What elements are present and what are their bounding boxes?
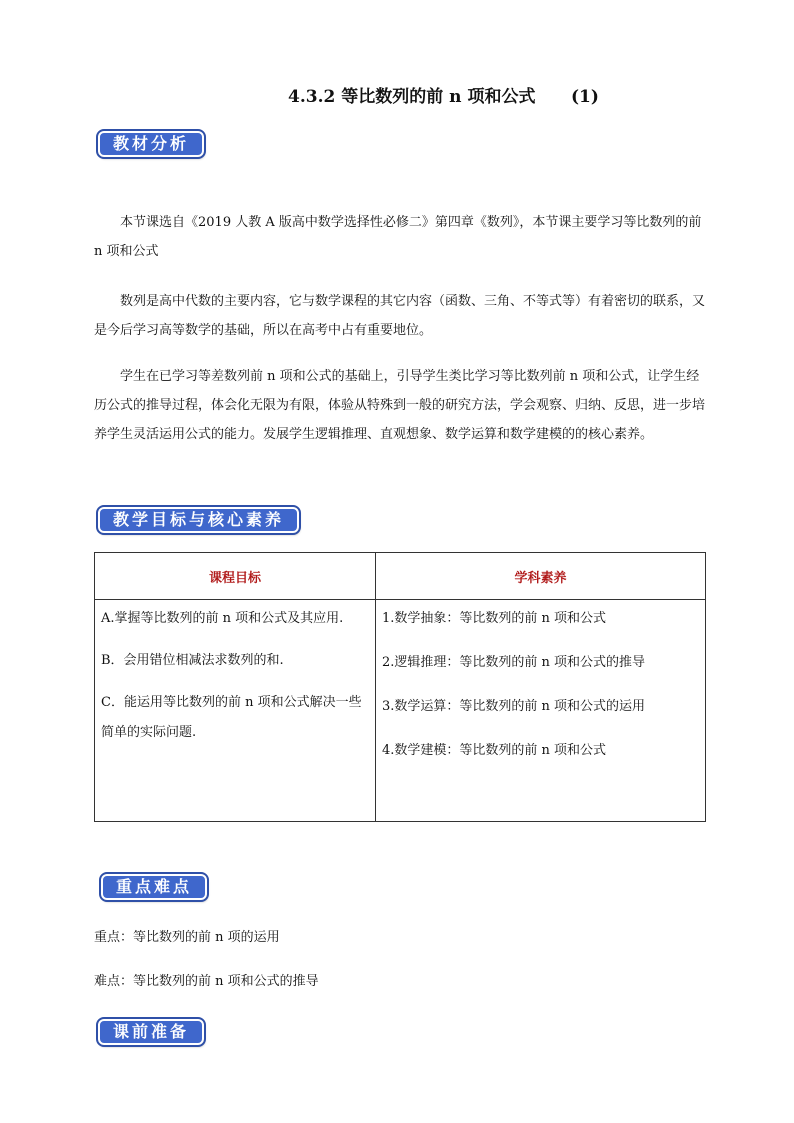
section-badge-analysis: 教材分析 (98, 131, 204, 157)
section-badge-key-points: 重点难点 (101, 874, 207, 900)
analysis-paragraph-1: 本节课选自《2019 人教 A 版高中数学选择性必修二》第四章《数列》，本节课主要学习等比数列的前 n 项和公式 (94, 215, 702, 259)
objective-item: B．会用错位相减法求数列的和. (101, 653, 284, 668)
literacy-item: 1.数学抽象：等比数列的前 n 项和公式 (382, 611, 607, 626)
table-header-objectives: 课程目标 (95, 553, 376, 600)
literacy-item: 2.逻辑推理：等比数列的前 n 项和公式的推导 (382, 655, 646, 670)
objectives-cell (95, 600, 376, 822)
objective-item: A.掌握等比数列的前 n 项和公式及其应用. (101, 611, 344, 626)
literacy-cell (376, 600, 706, 822)
page-title: 4.3.2 等比数列的前 n 项和公式 (1) (288, 87, 599, 107)
literacy-item: 3.数学运算：等比数列的前 n 项和公式的运用 (382, 699, 646, 714)
section-badge-goals: 教学目标与核心素养 (98, 507, 299, 533)
analysis-paragraph-3: 学生在已学习等差数列前 n 项和公式的基础上，引导学生类比学习等比数列前 n 项和公式，让学生经历公式的推导过程，体会化无限为有限，体验从特殊到一般的研究方法，学会观察、归纳、反思，进一步培养学生灵活运用公式的能力。发展学生逻辑推理、直观想象、数学运算和数学建模的的核心素养。 (94, 369, 706, 442)
table-header-literacy: 学科素养 (376, 553, 706, 600)
objective-item: C．能运用等比数列的前 n 项和公式解决一些简单的实际问题. (101, 695, 362, 740)
difficulty-point: 难点：等比数列的前 n 项和公式的推导 (94, 974, 319, 989)
objectives-table (94, 552, 706, 822)
section-badge-preparation: 课前准备 (98, 1019, 204, 1045)
literacy-item: 4.数学建模：等比数列的前 n 项和公式 (382, 743, 607, 758)
focus-point: 重点：等比数列的前 n 项的运用 (94, 930, 280, 945)
analysis-paragraph-2: 数列是高中代数的主要内容，它与数学课程的其它内容（函数、三角、不等式等）有着密切的联系，又是今后学习高等数学的基础，所以在高考中占有重要地位。 (94, 294, 706, 338)
